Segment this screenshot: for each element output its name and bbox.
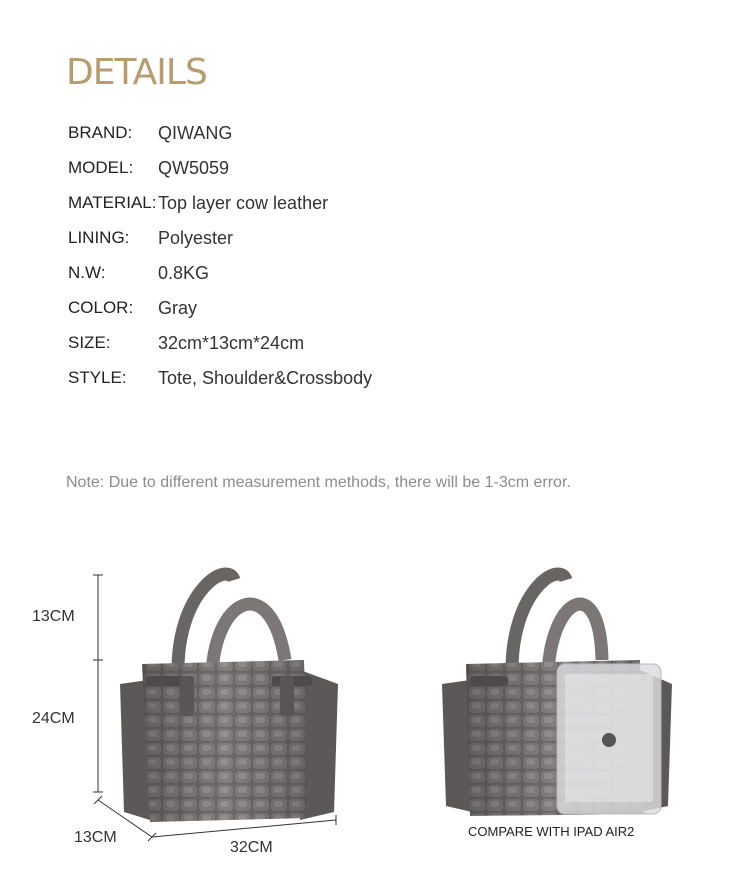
spec-value: Gray [158,298,198,318]
spec-label: MODEL: [68,158,134,177]
details-heading: DETAILS [66,52,207,93]
ipad-outline [557,664,661,814]
spec-value: QW5059 [158,158,230,178]
body-height-label: 24CM [32,710,75,727]
spec-value: Polyester [158,228,234,248]
spec-value: QIWANG [158,123,233,143]
spec-label: LINING: [68,228,130,247]
spec-label: SIZE: [68,333,111,352]
spec-value: 32cm*13cm*24cm [158,333,305,353]
measurement-note: Note: Due to different measurement methods, there will be 1-3cm error. [66,474,571,491]
handbag-front-view [120,574,338,822]
spec-value: Top layer cow leather [158,193,329,213]
width-label: 32CM [230,839,273,856]
depth-label: 13CM [74,829,117,846]
spec-label: STYLE: [68,368,127,387]
spec-label: N.W: [68,263,106,282]
spec-label: MATERIAL: [68,193,157,212]
spec-value: 0.8KG [158,263,210,283]
spec-label: BRAND: [68,123,133,142]
spec-label: COLOR: [68,298,134,317]
ipad-comparison-caption: COMPARE WITH IPAD AIR2 [468,824,635,839]
spec-value: Tote, Shoulder&Crossbody [158,368,373,388]
handle-height-label: 13CM [32,608,75,625]
